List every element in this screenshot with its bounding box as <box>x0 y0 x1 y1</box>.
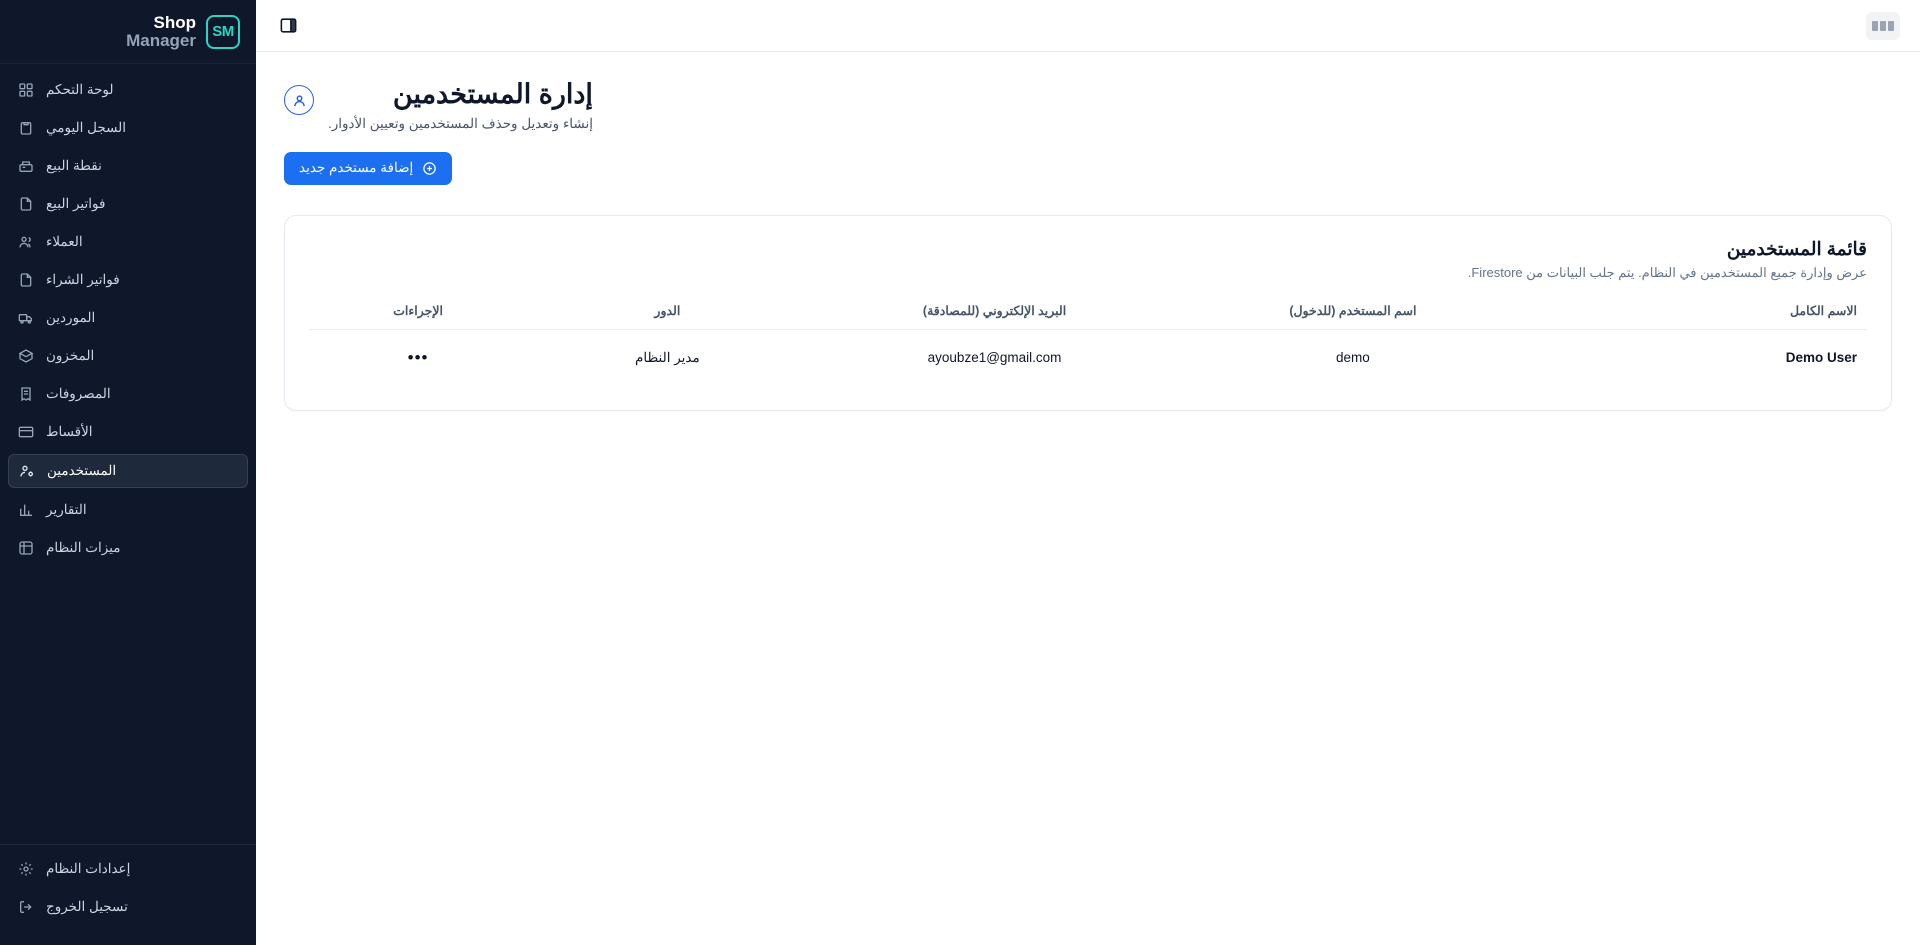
sidebar-item-installments[interactable] <box>8 416 248 448</box>
cell-email: ayoubze1@gmail.com <box>927 350 1062 366</box>
column-header-name: الاسم الكامل <box>1524 303 1867 330</box>
sidebar-item-customers[interactable] <box>8 226 248 258</box>
bar-chart-icon <box>18 502 34 518</box>
sidebar-item-logout[interactable] <box>8 891 248 923</box>
logo-icon: SM <box>206 15 240 49</box>
users-list-card <box>284 215 1892 411</box>
page-subtitle: إنشاء وتعديل وحذف المستخدمين وتعيين الأدوار. <box>328 115 593 131</box>
sidebar-item-inventory[interactable] <box>8 340 248 372</box>
user-cog-icon <box>19 463 35 479</box>
sidebar-item-label: فواتير البيع <box>46 196 106 211</box>
users-icon <box>18 234 34 250</box>
brand-line-2: Manager <box>126 30 196 50</box>
add-user-button-label: إضافة مستخدم جديد <box>299 160 414 176</box>
sidebar-item-label: التقارير <box>46 502 87 517</box>
cell-role: مدير النظام <box>634 349 700 365</box>
page-actions <box>284 132 1892 185</box>
card-title: قائمة المستخدمين <box>1726 237 1867 259</box>
sidebar-item-label: تسجيل الخروج <box>46 899 128 914</box>
add-user-button[interactable] <box>284 152 452 185</box>
page-header-text <box>328 78 593 132</box>
sidebar-item-users-management[interactable] <box>8 454 248 488</box>
sidebar-bottom <box>0 844 256 945</box>
sidebar-item-sales-invoices[interactable] <box>8 188 248 220</box>
cell-username: demo <box>1335 350 1370 366</box>
file-icon <box>18 196 34 212</box>
users-table <box>309 303 1867 386</box>
sidebar-item-dashboard[interactable] <box>8 74 248 106</box>
column-header-email: البريد الإلكتروني (للمصادقة) <box>808 303 1182 330</box>
column-header-username: اسم المستخدم (للدخول) <box>1182 303 1525 330</box>
sidebar-item-suppliers[interactable] <box>8 302 248 334</box>
sidebar-item-label: المخزون <box>46 348 95 363</box>
sidebar-item-expenses[interactable] <box>8 378 248 410</box>
sidebar-item-system-settings[interactable] <box>8 853 248 885</box>
clipboard-icon <box>18 120 34 136</box>
plus-circle-icon <box>422 161 437 176</box>
cell-name: Demo User <box>1785 350 1857 366</box>
main-area <box>256 0 1920 945</box>
file-icon <box>18 272 34 288</box>
sidebar-item-label: المصروفات <box>46 386 111 401</box>
page-header <box>284 78 1892 132</box>
user-circle-icon <box>284 85 314 115</box>
lang-glyph-1 <box>1888 21 1894 31</box>
box-icon <box>18 348 34 364</box>
language-switcher[interactable] <box>1866 12 1900 40</box>
receipt-icon <box>18 386 34 402</box>
sidebar-item-reports[interactable] <box>8 494 248 526</box>
row-menu-icon[interactable]: ••• <box>404 346 432 370</box>
sidebar-item-label: العملاء <box>46 234 83 249</box>
table-row[interactable] <box>309 329 1867 386</box>
logout-icon <box>18 899 34 915</box>
page-title: إدارة المستخدمين <box>392 79 593 109</box>
topbar <box>256 0 1920 52</box>
panel-toggle-icon[interactable] <box>278 16 298 36</box>
card-subtitle: عرض وإدارة جميع المستخدمين في النظام. يتم جلب البيانات من Firestore. <box>1467 264 1867 280</box>
brand-text <box>126 14 196 50</box>
sidebar-nav <box>0 64 256 844</box>
column-header-role: الدور <box>527 303 807 330</box>
users-table-body <box>309 329 1867 386</box>
sidebar-item-label: إعدادات النظام <box>46 861 131 876</box>
sidebar-item-purchase-invoices[interactable] <box>8 264 248 296</box>
sidebar-item-label: الموردين <box>46 310 96 325</box>
cell-actions <box>309 329 527 386</box>
sidebar <box>0 0 256 945</box>
sidebar-item-label: السجل اليومي <box>46 120 126 135</box>
brand <box>0 0 256 64</box>
users-table-head <box>309 303 1867 330</box>
brand-line-1: Shop <box>153 12 196 32</box>
lang-glyph-2 <box>1880 21 1886 31</box>
sidebar-item-daily-log[interactable] <box>8 112 248 144</box>
cash-register-icon <box>18 158 34 174</box>
page-content <box>256 52 1920 945</box>
column-header-actions: الإجراءات <box>309 303 527 330</box>
gear-icon <box>18 861 34 877</box>
sidebar-item-pos[interactable] <box>8 150 248 182</box>
sidebar-item-label: ميزات النظام <box>46 540 121 555</box>
sidebar-item-system-features[interactable] <box>8 532 248 564</box>
credit-card-icon <box>18 424 34 440</box>
settings-grid-icon <box>18 540 34 556</box>
sidebar-item-label: المستخدمين <box>47 463 117 478</box>
table-header-row <box>309 303 1867 330</box>
truck-icon <box>18 310 34 326</box>
lang-glyph-3 <box>1872 21 1878 31</box>
sidebar-item-label: نقطة البيع <box>46 158 102 173</box>
sidebar-item-label: الأقساط <box>46 424 93 439</box>
sidebar-item-label: لوحة التحكم <box>46 82 114 97</box>
sidebar-item-label: فواتير الشراء <box>46 272 120 287</box>
grid-icon <box>18 82 34 98</box>
